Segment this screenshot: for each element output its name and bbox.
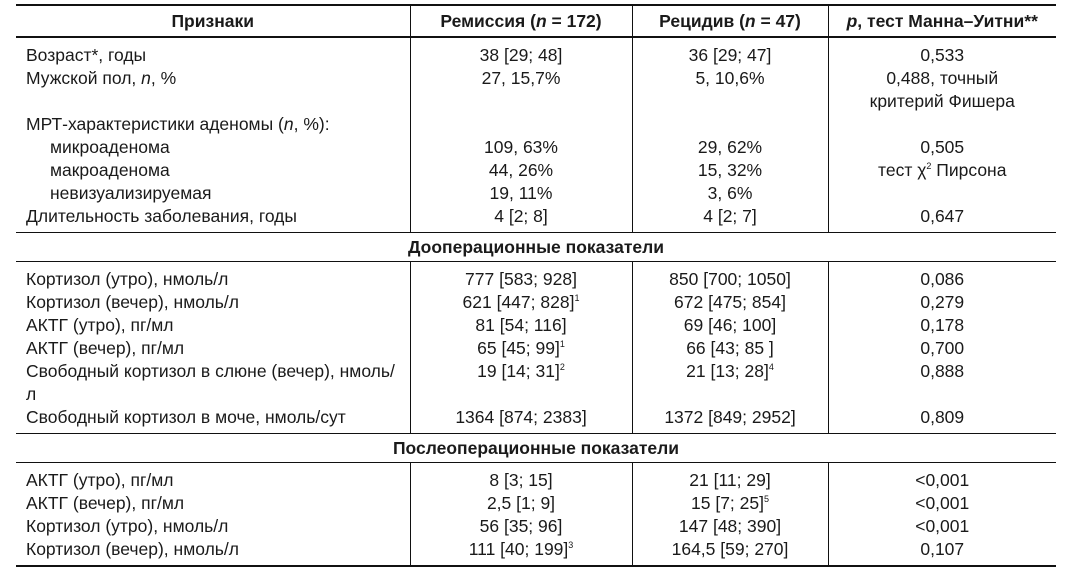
row-label: Длительность заболевания, годы <box>26 206 297 226</box>
relapse-value: 29, 62% <box>632 136 828 159</box>
remission-value: 56 [35; 96] <box>410 515 632 538</box>
table-row <box>16 37 1056 67</box>
row-label: Мужской пол, n, % <box>26 68 177 88</box>
relapse-value: 66 [43; 85 ] <box>632 337 828 360</box>
relapse-value: 850 [700; 1050] <box>632 262 828 292</box>
table-row <box>16 262 1056 292</box>
remission-value: 8 [3; 15] <box>410 463 632 493</box>
row-label: Свободный кортизол в моче, нмоль/сут <box>26 407 346 427</box>
remission-value: 44, 26% <box>410 159 632 182</box>
remission-value: 27, 15,7% <box>410 67 632 113</box>
row-label: АКТГ (вечер), пг/мл <box>26 493 185 513</box>
relapse-value: 1372 [849; 2952] <box>632 406 828 434</box>
remission-value: 1364 [874; 2383] <box>410 406 632 434</box>
remission-value: 4 [2; 8] <box>410 205 632 233</box>
table-row <box>16 492 1056 515</box>
row-label: АКТГ (утро), пг/мл <box>26 470 174 490</box>
table-row <box>16 314 1056 337</box>
p-value: 0,488, точный критерий Фишера <box>828 67 1056 113</box>
remission-value: 65 [45; 99]$^1$ <box>410 337 632 360</box>
header-features: Признаки <box>16 5 410 37</box>
remission-value: 19 [14; 31]$^2$ <box>410 360 632 406</box>
p-value: 0,888 <box>828 360 1056 406</box>
table-row <box>16 67 1056 113</box>
p-value: 0,505 <box>828 136 1056 159</box>
row-label: невизуализируемая <box>50 183 212 203</box>
header-relapse: Рецидив (n = 47) <box>632 5 828 37</box>
p-value: 0,279 <box>828 291 1056 314</box>
remission-value: 38 [29; 48] <box>410 37 632 67</box>
data-table <box>16 4 1056 567</box>
remission-value: 777 [583; 928] <box>410 262 632 292</box>
row-label: Кортизол (вечер), нмоль/л <box>26 292 239 312</box>
p-value: тест $\chi^2$ Пирсона <box>828 159 1056 182</box>
row-label: микроаденома <box>50 137 170 157</box>
table-row <box>16 113 1056 136</box>
relapse-value: 147 [48; 390] <box>632 515 828 538</box>
table-row <box>16 406 1056 434</box>
table-row <box>16 337 1056 360</box>
header-remission: Ремиссия (n = 172) <box>410 5 632 37</box>
table-row <box>16 360 1056 406</box>
p-value: 0,533 <box>828 37 1056 67</box>
relapse-value: 164,5 [59; 270] <box>632 538 828 566</box>
relapse-value: 21 [13; 28]$^4$ <box>632 360 828 406</box>
p-value: 0,178 <box>828 314 1056 337</box>
row-label: Возраст*, годы <box>26 45 147 65</box>
p-value: 0,107 <box>828 538 1056 566</box>
table-row <box>16 463 1056 493</box>
remission-value: 621 [447; 828]$^1$ <box>410 291 632 314</box>
table-row <box>16 538 1056 566</box>
p-value: <0,001 <box>828 515 1056 538</box>
header-p-value: p, тест Манна–Уитни** <box>828 5 1056 37</box>
relapse-value: 672 [475; 854] <box>632 291 828 314</box>
table-row <box>16 182 1056 205</box>
table-row <box>16 515 1056 538</box>
remission-value: 111 [40; 199]$^3$ <box>410 538 632 566</box>
p-value: 0,647 <box>828 205 1056 233</box>
row-label: МРТ-характеристики аденомы (n, %): <box>26 114 330 134</box>
remission-value: 2,5 [1; 9] <box>410 492 632 515</box>
relapse-value: 15 [7; 25]$^5$ <box>632 492 828 515</box>
header-row <box>16 5 1056 37</box>
row-label: макроаденома <box>50 160 170 180</box>
table-row <box>16 205 1056 233</box>
row-label: Кортизол (утро), нмоль/л <box>26 269 229 289</box>
table-row <box>16 159 1056 182</box>
remission-value: 109, 63% <box>410 136 632 159</box>
row-label: АКТГ (вечер), пг/мл <box>26 338 185 358</box>
row-label: Кортизол (вечер), нмоль/л <box>16 538 410 566</box>
relapse-value: 36 [29; 47] <box>632 37 828 67</box>
relapse-value: 21 [11; 29] <box>632 463 828 493</box>
section-header-preop: Дооперационные показатели <box>16 233 1056 262</box>
p-value: <0,001 <box>828 463 1056 493</box>
table-row <box>16 136 1056 159</box>
remission-value: 19, 11% <box>410 182 632 205</box>
p-value: 0,809 <box>828 406 1056 434</box>
relapse-value: 5, 10,6% <box>632 67 828 113</box>
p-value: 0,086 <box>828 262 1056 292</box>
remission-value: 81 [54; 116] <box>410 314 632 337</box>
table-row <box>16 291 1056 314</box>
section-header-postop: Послеоперационные показатели <box>16 434 1056 463</box>
row-label: Свободный кортизол в слюне (вечер), нмоль/л <box>26 361 395 404</box>
relapse-value: 69 [46; 100] <box>632 314 828 337</box>
p-value: <0,001 <box>828 492 1056 515</box>
row-label: АКТГ (утро), пг/мл <box>26 315 174 335</box>
relapse-value: 3, 6% <box>632 182 828 205</box>
relapse-value: 15, 32% <box>632 159 828 182</box>
p-value: 0,700 <box>828 337 1056 360</box>
relapse-value: 4 [2; 7] <box>632 205 828 233</box>
row-label: Кортизол (утро), нмоль/л <box>26 516 229 536</box>
